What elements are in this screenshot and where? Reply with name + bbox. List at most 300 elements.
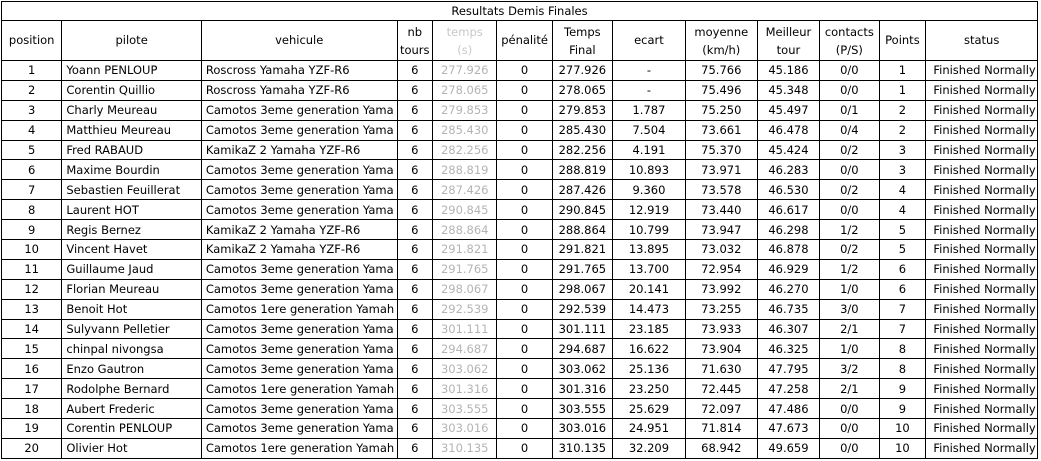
cell-penalite: 0 (497, 240, 552, 260)
cell-contacts: 2/1 (820, 319, 879, 339)
cell-temps: 291.765 (432, 259, 497, 279)
cell-ecart: 13.700 (613, 259, 686, 279)
cell-nb-tours: 6 (397, 160, 432, 180)
header-vehicule[interactable]: vehicule (201, 21, 397, 61)
cell-penalite: 0 (497, 419, 552, 439)
cell-vehicule: Roscross Yamaha YZF-R6 (201, 80, 397, 100)
cell-ecart: 25.136 (613, 359, 686, 379)
cell-ecart: 9.360 (613, 180, 686, 200)
cell-pilote: Charly Meureau (62, 100, 201, 120)
cell-nb-tours: 6 (397, 180, 432, 200)
cell-nb-tours: 6 (397, 279, 432, 299)
cell-nb-tours: 6 (397, 120, 432, 140)
cell-pilote: Vincent Havet (62, 240, 201, 260)
cell-moyenne: 73.933 (685, 319, 757, 339)
cell-contacts: 2/1 (820, 379, 879, 399)
cell-moyenne: 73.661 (685, 120, 757, 140)
cell-penalite: 0 (497, 359, 552, 379)
cell-moyenne: 71.630 (685, 359, 757, 379)
cell-points: 10 (879, 419, 926, 439)
cell-pilote: Enzo Gautron (62, 359, 201, 379)
cell-contacts: 0/0 (820, 200, 879, 220)
cell-status: Finished Normally (926, 180, 1038, 200)
cell-status: Finished Normally (926, 120, 1038, 140)
cell-meilleur-tour: 46.929 (757, 259, 819, 279)
table-row (2, 200, 1038, 220)
cell-position: 15 (2, 339, 62, 359)
cell-points: 9 (879, 399, 926, 419)
table-row (2, 100, 1038, 120)
cell-status: Finished Normally (926, 200, 1038, 220)
cell-temps-final: 301.316 (552, 379, 612, 399)
cell-pilote: Laurent HOT (62, 200, 201, 220)
cell-temps: 288.864 (432, 220, 497, 240)
cell-contacts: 0/2 (820, 140, 879, 160)
cell-temps-final: 291.821 (552, 240, 612, 260)
table-row (2, 80, 1038, 100)
cell-penalite: 0 (497, 339, 552, 359)
cell-temps-final: 277.926 (552, 61, 612, 81)
cell-penalite: 0 (497, 319, 552, 339)
cell-pilote: Guillaume Jaud (62, 259, 201, 279)
cell-nb-tours: 6 (397, 399, 432, 419)
cell-contacts: 0/0 (820, 438, 879, 458)
cell-temps-final: 292.539 (552, 299, 612, 319)
results-table (1, 1, 1038, 459)
cell-nb-tours: 6 (397, 438, 432, 458)
header-moyenne-line2: (km/h) (702, 42, 741, 57)
cell-vehicule: Camotos 3eme generation Yama (201, 419, 397, 439)
cell-position: 14 (2, 319, 62, 339)
cell-temps-final: 278.065 (552, 80, 612, 100)
title-row (2, 2, 1038, 21)
header-contacts[interactable] (820, 21, 879, 61)
cell-contacts: 3/2 (820, 359, 879, 379)
cell-penalite: 0 (497, 160, 552, 180)
cell-penalite: 0 (497, 180, 552, 200)
table-row (2, 379, 1038, 399)
cell-meilleur-tour: 46.878 (757, 240, 819, 260)
cell-ecart: 14.473 (613, 299, 686, 319)
header-contacts-line2: (P/S) (835, 42, 863, 57)
cell-status: Finished Normally (926, 80, 1038, 100)
cell-pilote: Rodolphe Bernard (62, 379, 201, 399)
cell-temps-final: 310.135 (552, 438, 612, 458)
cell-temps: 298.067 (432, 279, 497, 299)
cell-points: 5 (879, 240, 926, 260)
cell-points: 7 (879, 319, 926, 339)
cell-status: Finished Normally (926, 419, 1038, 439)
cell-moyenne: 75.496 (685, 80, 757, 100)
cell-vehicule: KamikaZ 2 Yamaha YZF-R6 (201, 220, 397, 240)
cell-nb-tours: 6 (397, 419, 432, 439)
cell-ecart: 10.893 (613, 160, 686, 180)
header-contacts-line1: contacts (824, 24, 874, 39)
header-nb-tours-line1: nb (407, 24, 423, 39)
cell-temps-final: 290.845 (552, 200, 612, 220)
cell-pilote: Olivier Hot (62, 438, 201, 458)
table-row (2, 240, 1038, 260)
cell-temps: 282.256 (432, 140, 497, 160)
cell-contacts: 0/0 (820, 61, 879, 81)
cell-status: Finished Normally (926, 399, 1038, 419)
cell-temps: 303.555 (432, 399, 497, 419)
cell-ecart: 7.504 (613, 120, 686, 140)
table-row (2, 120, 1038, 140)
cell-temps: 277.926 (432, 61, 497, 81)
cell-status: Finished Normally (926, 61, 1038, 81)
cell-meilleur-tour: 47.258 (757, 379, 819, 399)
table-row (2, 61, 1038, 81)
cell-meilleur-tour: 47.795 (757, 359, 819, 379)
cell-ecart: 24.951 (613, 419, 686, 439)
cell-temps: 290.845 (432, 200, 497, 220)
cell-vehicule: Camotos 3eme generation Yama (201, 399, 397, 419)
header-meilleur-tour-line2: tour (776, 42, 801, 57)
cell-temps-final: 298.067 (552, 279, 612, 299)
cell-penalite: 0 (497, 259, 552, 279)
cell-temps-final: 285.430 (552, 120, 612, 140)
cell-moyenne: 75.766 (685, 61, 757, 81)
cell-status: Finished Normally (926, 379, 1038, 399)
cell-nb-tours: 6 (397, 339, 432, 359)
cell-temps: 285.430 (432, 120, 497, 140)
cell-pilote: Corentin PENLOUP (62, 419, 201, 439)
table-row (2, 279, 1038, 299)
cell-position: 16 (2, 359, 62, 379)
cell-vehicule: KamikaZ 2 Yamaha YZF-R6 (201, 240, 397, 260)
cell-nb-tours: 6 (397, 200, 432, 220)
table-row (2, 160, 1038, 180)
cell-vehicule: Camotos 1ere generation Yamah (201, 299, 397, 319)
table-row (2, 299, 1038, 319)
cell-penalite: 0 (497, 399, 552, 419)
cell-status: Finished Normally (926, 100, 1038, 120)
cell-contacts: 1/0 (820, 339, 879, 359)
cell-temps: 303.062 (432, 359, 497, 379)
header-meilleur-tour-line1: Meilleur (765, 24, 812, 39)
cell-ecart: 13.895 (613, 240, 686, 260)
cell-status: Finished Normally (926, 359, 1038, 379)
cell-moyenne: 73.992 (685, 279, 757, 299)
cell-penalite: 0 (497, 379, 552, 399)
header-temps-line1: temps (446, 24, 483, 39)
cell-temps: 278.065 (432, 80, 497, 100)
cell-points: 3 (879, 160, 926, 180)
cell-nb-tours: 6 (397, 379, 432, 399)
header-status[interactable]: status (926, 21, 1038, 61)
cell-contacts: 3/0 (820, 299, 879, 319)
header-moyenne-line1: moyenne (694, 24, 749, 39)
cell-points: 10 (879, 438, 926, 458)
results-sheet (1, 1, 1038, 459)
cell-vehicule: Camotos 3eme generation Yama (201, 279, 397, 299)
cell-ecart: 10.799 (613, 220, 686, 240)
cell-temps: 288.819 (432, 160, 497, 180)
cell-temps: 301.316 (432, 379, 497, 399)
cell-moyenne: 73.032 (685, 240, 757, 260)
cell-temps: 294.687 (432, 339, 497, 359)
header-meilleur-tour[interactable] (757, 21, 819, 61)
cell-meilleur-tour: 46.478 (757, 120, 819, 140)
cell-nb-tours: 6 (397, 259, 432, 279)
cell-temps: 287.426 (432, 180, 497, 200)
cell-temps-final: 294.687 (552, 339, 612, 359)
cell-moyenne: 73.578 (685, 180, 757, 200)
cell-temps: 310.135 (432, 438, 497, 458)
table-row (2, 438, 1038, 458)
cell-moyenne: 73.904 (685, 339, 757, 359)
table-title: Resultats Demis Finales (2, 2, 1038, 21)
cell-position: 7 (2, 180, 62, 200)
cell-temps-final: 288.819 (552, 160, 612, 180)
cell-position: 17 (2, 379, 62, 399)
cell-pilote: Yoann PENLOUP (62, 61, 201, 81)
cell-points: 8 (879, 339, 926, 359)
cell-contacts: 0/2 (820, 240, 879, 260)
table-row (2, 180, 1038, 200)
cell-nb-tours: 6 (397, 61, 432, 81)
cell-nb-tours: 6 (397, 240, 432, 260)
cell-contacts: 0/2 (820, 180, 879, 200)
cell-vehicule: Camotos 3eme generation Yama (201, 359, 397, 379)
cell-points: 1 (879, 61, 926, 81)
cell-ecart: 20.141 (613, 279, 686, 299)
cell-vehicule: Camotos 1ere generation Yamah (201, 379, 397, 399)
cell-status: Finished Normally (926, 438, 1038, 458)
cell-meilleur-tour: 45.497 (757, 100, 819, 120)
cell-nb-tours: 6 (397, 140, 432, 160)
cell-ecart: - (613, 80, 686, 100)
cell-ecart: 16.622 (613, 339, 686, 359)
cell-pilote: Sulyvann Pelletier (62, 319, 201, 339)
cell-vehicule: KamikaZ 2 Yamaha YZF-R6 (201, 140, 397, 160)
header-position[interactable]: position (2, 21, 62, 61)
header-temps-line2: (s) (457, 42, 473, 57)
cell-position: 11 (2, 259, 62, 279)
cell-pilote: Matthieu Meureau (62, 120, 201, 140)
header-moyenne[interactable] (685, 21, 757, 61)
cell-temps-final: 287.426 (552, 180, 612, 200)
cell-pilote: Florian Meureau (62, 279, 201, 299)
cell-points: 5 (879, 220, 926, 240)
cell-nb-tours: 6 (397, 80, 432, 100)
cell-position: 13 (2, 299, 62, 319)
cell-contacts: 1/2 (820, 259, 879, 279)
cell-meilleur-tour: 46.617 (757, 200, 819, 220)
results-body (2, 61, 1038, 459)
cell-penalite: 0 (497, 220, 552, 240)
cell-points: 7 (879, 299, 926, 319)
cell-vehicule: Camotos 3eme generation Yama (201, 180, 397, 200)
cell-pilote: Maxime Bourdin (62, 160, 201, 180)
cell-position: 6 (2, 160, 62, 180)
cell-penalite: 0 (497, 80, 552, 100)
cell-position: 9 (2, 220, 62, 240)
cell-moyenne: 68.942 (685, 438, 757, 458)
cell-meilleur-tour: 46.298 (757, 220, 819, 240)
cell-meilleur-tour: 45.348 (757, 80, 819, 100)
cell-status: Finished Normally (926, 299, 1038, 319)
cell-position: 20 (2, 438, 62, 458)
cell-ecart: 1.787 (613, 100, 686, 120)
table-row (2, 339, 1038, 359)
cell-points: 8 (879, 359, 926, 379)
cell-temps-final: 291.765 (552, 259, 612, 279)
cell-nb-tours: 6 (397, 299, 432, 319)
cell-ecart: 12.919 (613, 200, 686, 220)
cell-ecart: - (613, 61, 686, 81)
cell-contacts: 1/2 (820, 220, 879, 240)
cell-position: 8 (2, 200, 62, 220)
cell-temps: 301.111 (432, 319, 497, 339)
header-nb-tours-line2: tours (399, 42, 430, 57)
table-row (2, 259, 1038, 279)
cell-moyenne: 73.947 (685, 220, 757, 240)
cell-position: 12 (2, 279, 62, 299)
cell-pilote: Aubert Frederic (62, 399, 201, 419)
cell-pilote: Benoit Hot (62, 299, 201, 319)
cell-temps: 292.539 (432, 299, 497, 319)
cell-temps-final: 282.256 (552, 140, 612, 160)
cell-meilleur-tour: 45.186 (757, 61, 819, 81)
cell-nb-tours: 6 (397, 220, 432, 240)
cell-vehicule: Camotos 3eme generation Yama (201, 259, 397, 279)
cell-status: Finished Normally (926, 319, 1038, 339)
cell-vehicule: Camotos 3eme generation Yama (201, 100, 397, 120)
cell-vehicule: Roscross Yamaha YZF-R6 (201, 61, 397, 81)
cell-penalite: 0 (497, 100, 552, 120)
cell-contacts: 1/0 (820, 279, 879, 299)
cell-status: Finished Normally (926, 339, 1038, 359)
cell-temps: 303.016 (432, 419, 497, 439)
cell-temps: 279.853 (432, 100, 497, 120)
table-row (2, 419, 1038, 439)
cell-status: Finished Normally (926, 220, 1038, 240)
header-temps[interactable] (432, 21, 497, 61)
cell-temps-final: 301.111 (552, 319, 612, 339)
cell-pilote: Sebastien Feuillerat (62, 180, 201, 200)
cell-penalite: 0 (497, 438, 552, 458)
cell-position: 3 (2, 100, 62, 120)
cell-penalite: 0 (497, 279, 552, 299)
table-row (2, 399, 1038, 419)
cell-position: 5 (2, 140, 62, 160)
cell-nb-tours: 6 (397, 100, 432, 120)
cell-temps-final: 303.555 (552, 399, 612, 419)
cell-pilote: Corentin Quillio (62, 80, 201, 100)
cell-pilote: chinpal nivongsa (62, 339, 201, 359)
header-temps-final[interactable] (552, 21, 612, 61)
cell-meilleur-tour: 49.659 (757, 438, 819, 458)
cell-meilleur-tour: 46.530 (757, 180, 819, 200)
cell-status: Finished Normally (926, 279, 1038, 299)
cell-moyenne: 75.250 (685, 100, 757, 120)
cell-vehicule: Camotos 1ere generation Yamah (201, 438, 397, 458)
cell-vehicule: Camotos 3eme generation Yama (201, 200, 397, 220)
cell-position: 1 (2, 61, 62, 81)
cell-moyenne: 73.440 (685, 200, 757, 220)
cell-points: 6 (879, 259, 926, 279)
cell-temps: 291.821 (432, 240, 497, 260)
cell-penalite: 0 (497, 299, 552, 319)
cell-contacts: 0/0 (820, 419, 879, 439)
cell-points: 2 (879, 120, 926, 140)
cell-contacts: 0/0 (820, 160, 879, 180)
cell-points: 4 (879, 200, 926, 220)
cell-meilleur-tour: 47.486 (757, 399, 819, 419)
cell-temps-final: 303.016 (552, 419, 612, 439)
cell-ecart: 4.191 (613, 140, 686, 160)
cell-nb-tours: 6 (397, 319, 432, 339)
cell-penalite: 0 (497, 200, 552, 220)
cell-pilote: Regis Bernez (62, 220, 201, 240)
cell-moyenne: 75.370 (685, 140, 757, 160)
header-temps-final-line1: Temps (564, 24, 601, 39)
cell-temps-final: 303.062 (552, 359, 612, 379)
cell-position: 4 (2, 120, 62, 140)
cell-position: 19 (2, 419, 62, 439)
cell-contacts: 0/0 (820, 399, 879, 419)
cell-nb-tours: 6 (397, 359, 432, 379)
cell-moyenne: 73.971 (685, 160, 757, 180)
cell-meilleur-tour: 45.424 (757, 140, 819, 160)
cell-vehicule: Camotos 3eme generation Yama (201, 120, 397, 140)
cell-points: 4 (879, 180, 926, 200)
table-row (2, 140, 1038, 160)
table-row (2, 220, 1038, 240)
cell-contacts: 0/0 (820, 80, 879, 100)
cell-ecart: 23.250 (613, 379, 686, 399)
header-points[interactable]: Points (879, 21, 926, 61)
header-ecart[interactable]: ecart (613, 21, 686, 61)
header-temps-final-line2: Final (569, 42, 596, 57)
cell-temps-final: 288.864 (552, 220, 612, 240)
cell-meilleur-tour: 47.673 (757, 419, 819, 439)
cell-points: 3 (879, 140, 926, 160)
cell-position: 18 (2, 399, 62, 419)
cell-ecart: 32.209 (613, 438, 686, 458)
table-row (2, 359, 1038, 379)
cell-ecart: 23.185 (613, 319, 686, 339)
cell-position: 10 (2, 240, 62, 260)
table-row (2, 319, 1038, 339)
cell-status: Finished Normally (926, 240, 1038, 260)
cell-meilleur-tour: 46.307 (757, 319, 819, 339)
cell-position: 2 (2, 80, 62, 100)
cell-vehicule: Camotos 3eme generation Yama (201, 160, 397, 180)
header-row (2, 21, 1038, 61)
cell-status: Finished Normally (926, 140, 1038, 160)
cell-moyenne: 72.445 (685, 379, 757, 399)
cell-points: 1 (879, 80, 926, 100)
cell-ecart: 25.629 (613, 399, 686, 419)
cell-contacts: 0/4 (820, 120, 879, 140)
cell-meilleur-tour: 46.735 (757, 299, 819, 319)
header-nb-tours[interactable] (397, 21, 432, 61)
cell-points: 2 (879, 100, 926, 120)
cell-points: 6 (879, 279, 926, 299)
cell-points: 9 (879, 379, 926, 399)
cell-moyenne: 72.954 (685, 259, 757, 279)
header-penalite[interactable]: pénalité (497, 21, 552, 61)
cell-penalite: 0 (497, 61, 552, 81)
cell-vehicule: Camotos 3eme generation Yama (201, 319, 397, 339)
cell-status: Finished Normally (926, 259, 1038, 279)
cell-contacts: 0/1 (820, 100, 879, 120)
cell-penalite: 0 (497, 140, 552, 160)
header-pilote[interactable]: pilote (62, 21, 201, 61)
